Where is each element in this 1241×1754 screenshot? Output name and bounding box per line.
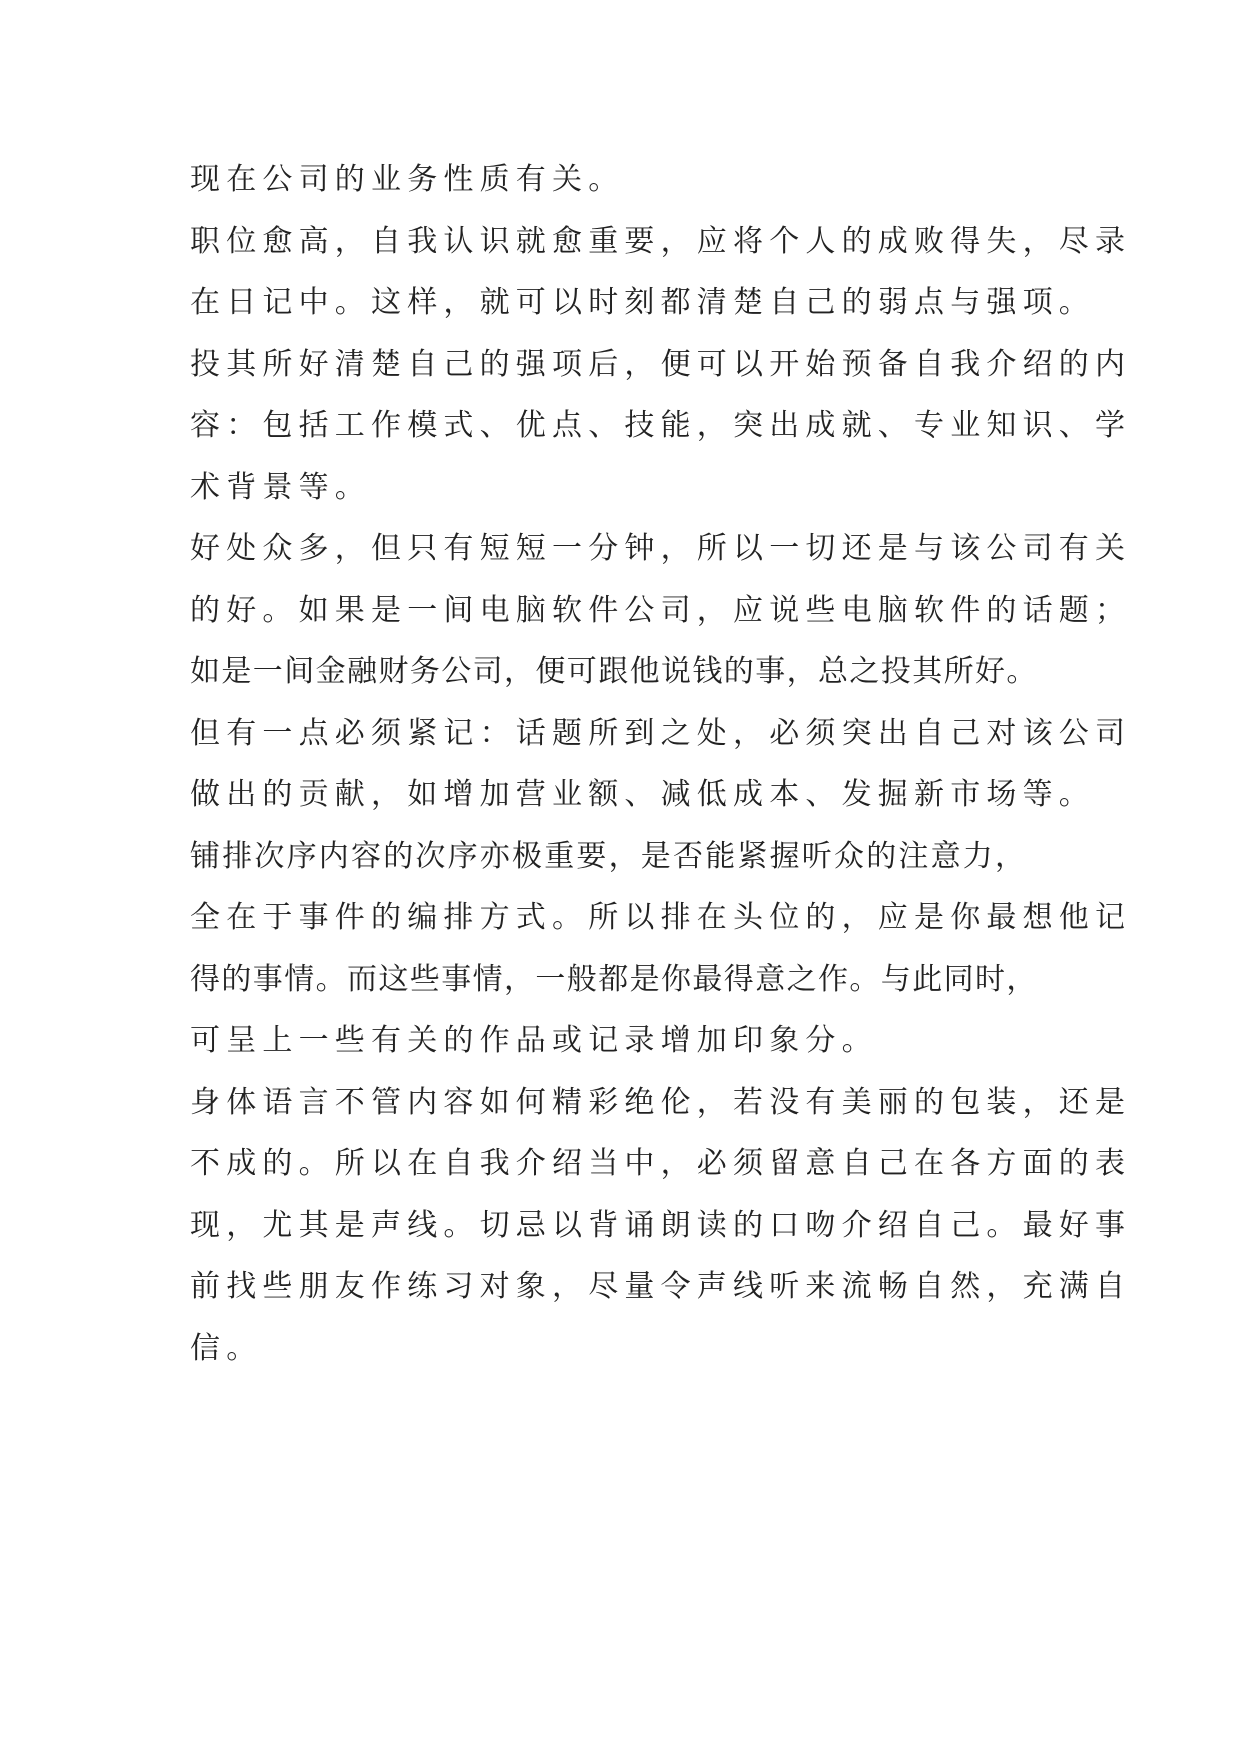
text-line: 但有一点必须紧记：话题所到之处，必须突出自己对该公司 bbox=[190, 715, 1132, 751]
text-line: 现，尤其是声线。切忌以背诵朗读的口吻介绍自己。最好事 bbox=[190, 1207, 1132, 1243]
text-line: 得的事情。而这些事情，一般都是你最得意之作。与此同时， bbox=[190, 961, 1038, 997]
text-line: 现在公司的业务性质有关。 bbox=[190, 162, 625, 197]
text-line: 前找些朋友作练习对象，尽量令声线听来流畅自然，充满自 bbox=[190, 1269, 1132, 1304]
document-body bbox=[190, 160, 1132, 1390]
text-line: 做出的贡献，如增加营业额、减低成本、发掘新市场等。 bbox=[190, 777, 1095, 812]
text-line: 身体语言不管内容如何精彩绝伦，若没有美丽的包装，还是 bbox=[190, 1084, 1132, 1120]
text-line: 可呈上一些有关的作品或记录增加印象分。 bbox=[190, 1023, 878, 1058]
text-line: 全在于事件的编排方式。所以排在头位的，应是你最想他记 bbox=[190, 900, 1132, 935]
text-line: 术背景等。 bbox=[190, 469, 371, 505]
text-line: 在日记中。这样，就可以时刻都清楚自己的弱点与强项。 bbox=[190, 285, 1095, 320]
text-line: 容：包括工作模式、优点、技能，突出成就、专业知识、学 bbox=[190, 408, 1132, 443]
text-line: 的好。如果是一间电脑软件公司，应说些电脑软件的话题； bbox=[190, 592, 1132, 628]
text-line: 信。 bbox=[190, 1330, 263, 1366]
text-line: 职位愈高，自我认识就愈重要，应将个人的成败得失，尽录 bbox=[190, 223, 1132, 259]
text-line: 铺排次序内容的次序亦极重要，是否能紧握听众的注意力， bbox=[190, 838, 1028, 874]
text-line: 不成的。所以在自我介绍当中，必须留意自己在各方面的表 bbox=[190, 1146, 1132, 1181]
text-line: 如是一间金融财务公司，便可跟他说钱的事，总之投其所好。 bbox=[190, 654, 1038, 689]
text-line: 投其所好清楚自己的强项后，便可以开始预备自我介绍的内 bbox=[190, 346, 1132, 382]
text-line: 好处众多，但只有短短一分钟，所以一切还是与该公司有关 bbox=[190, 531, 1132, 566]
